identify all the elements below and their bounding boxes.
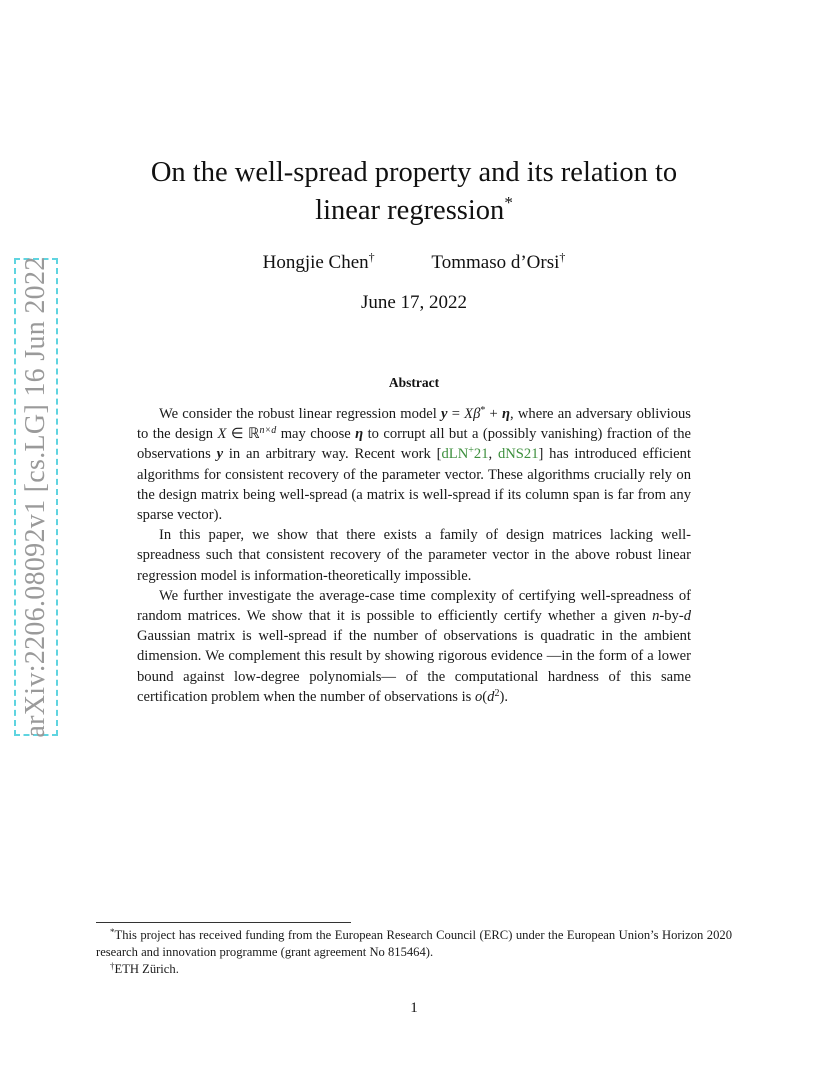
- paper-title: [100, 154, 728, 230]
- footnote-affiliation: [96, 961, 732, 978]
- math-star: *: [480, 405, 486, 416]
- math-equals: =: [447, 406, 465, 422]
- abstract-paragraph-1: [137, 404, 691, 525]
- author-list: [100, 252, 728, 274]
- abstract-p3-text-1: We further investigate the average-case time complexity of certifying well-spreadness of random matrices. We show that it is possible to efficiently certify whether a given: [137, 587, 691, 625]
- abstract-p1-text-3: may choose: [276, 426, 356, 443]
- math-in-reals: ∈ ℝ: [226, 426, 260, 443]
- abstract-p1-text-6: ] has introduced efficient algorithms for consistent recovery of the parameter vector. These algorithms crucially rely on the design matrix being well-spread (a matrix is well-spread if its column span is far from any sparse vector).: [137, 446, 691, 524]
- abstract-body: [137, 404, 691, 707]
- math-d-squared: d: [487, 688, 495, 705]
- arxiv-identifier-text: arXiv:2206.08092v1 [cs.LG] 16 Jun 2022: [20, 256, 51, 738]
- math-eta: η: [502, 406, 511, 422]
- citation-dLN21-year: 21: [473, 446, 489, 463]
- math-little-o: o: [475, 688, 483, 705]
- math-d: d: [683, 608, 691, 625]
- citation-separator: ,: [488, 446, 498, 463]
- math-X: X: [464, 406, 474, 422]
- math-n: n: [652, 608, 660, 625]
- paper-date: June 17, 2022: [360, 292, 468, 313]
- citation-dNS21[interactable]: dNS21: [497, 446, 539, 463]
- abstract-heading: Abstract: [388, 375, 440, 390]
- footnote-funding-text: This project has received funding from the European Research Council (ERC) under the European Union’s Horizon 2020 research and innovation programme (grant agreement No 815464).: [96, 928, 732, 959]
- footnote-funding-mark: *: [110, 927, 115, 937]
- author-2: [431, 252, 565, 274]
- abstract-p1-text-2: , where an adversary oblivious to the design: [137, 406, 691, 443]
- abstract-paragraph-2: In this paper, we show that there exists a family of design matrices lacking well-spreadness such that consistent recovery of the parameter vector in the above robust linear regression model is information-theoretically impossible.: [137, 527, 691, 584]
- author-2-affiliation-mark[interactable]: †: [559, 250, 566, 264]
- abstract-p3-text-2: Gaussian matrix is well-spread if the number of observations is quadratic in the ambient dimension. We complement this result by showing rigorous evidence —in the form of a lower bound against low-degree polynomials— of the computational hardness of this same certification problem when the number of observations is: [137, 628, 691, 705]
- math-exponent: 2: [494, 687, 500, 699]
- author-1-name: Hongjie Chen: [262, 252, 369, 273]
- math-X-design: X: [217, 426, 227, 443]
- footnote-affiliation-text: ETH Zürich.: [114, 962, 179, 976]
- citation-dLN21-text: dLN: [441, 446, 469, 463]
- footnote-affiliation-mark: †: [110, 961, 115, 971]
- footnote-divider: [96, 922, 351, 923]
- math-beta: β: [473, 406, 481, 422]
- title-line-2: linear regression: [315, 195, 505, 226]
- math-y: y: [441, 406, 448, 422]
- abstract-paragraph-3: [137, 586, 691, 707]
- abstract-p1-text-1: We consider the robust linear regression model: [159, 406, 441, 422]
- math-paren-open: (: [482, 688, 488, 705]
- arxiv-identifier-stamp[interactable]: [14, 258, 58, 736]
- footnotes: [96, 927, 732, 978]
- abstract-p1-text-5: in an arbitrary way. Recent work [: [223, 446, 442, 463]
- author-1: [263, 252, 375, 274]
- math-plus: +: [485, 406, 502, 422]
- citation-dLN21[interactable]: [441, 446, 488, 462]
- math-y-2: y: [216, 446, 224, 463]
- page-number: 1: [410, 1000, 418, 1016]
- author-1-affiliation-mark[interactable]: †: [368, 250, 375, 264]
- math-n-by-d: n×d: [259, 425, 277, 437]
- author-2-name: Tommaso d’Orsi: [431, 252, 560, 273]
- math-paren-close: ).: [499, 688, 508, 705]
- citation-dLN21-plus: +: [468, 445, 474, 457]
- footnote-funding: [96, 927, 732, 961]
- math-eta-2: η: [355, 426, 364, 443]
- math-by: -by-: [659, 608, 684, 625]
- abstract-p1-text-4: to corrupt all but a (possibly vanishing) fraction of the observations: [137, 426, 691, 463]
- title-line-1: On the well-spread property and its relation to: [150, 157, 678, 188]
- title-footnote-mark[interactable]: *: [504, 193, 513, 212]
